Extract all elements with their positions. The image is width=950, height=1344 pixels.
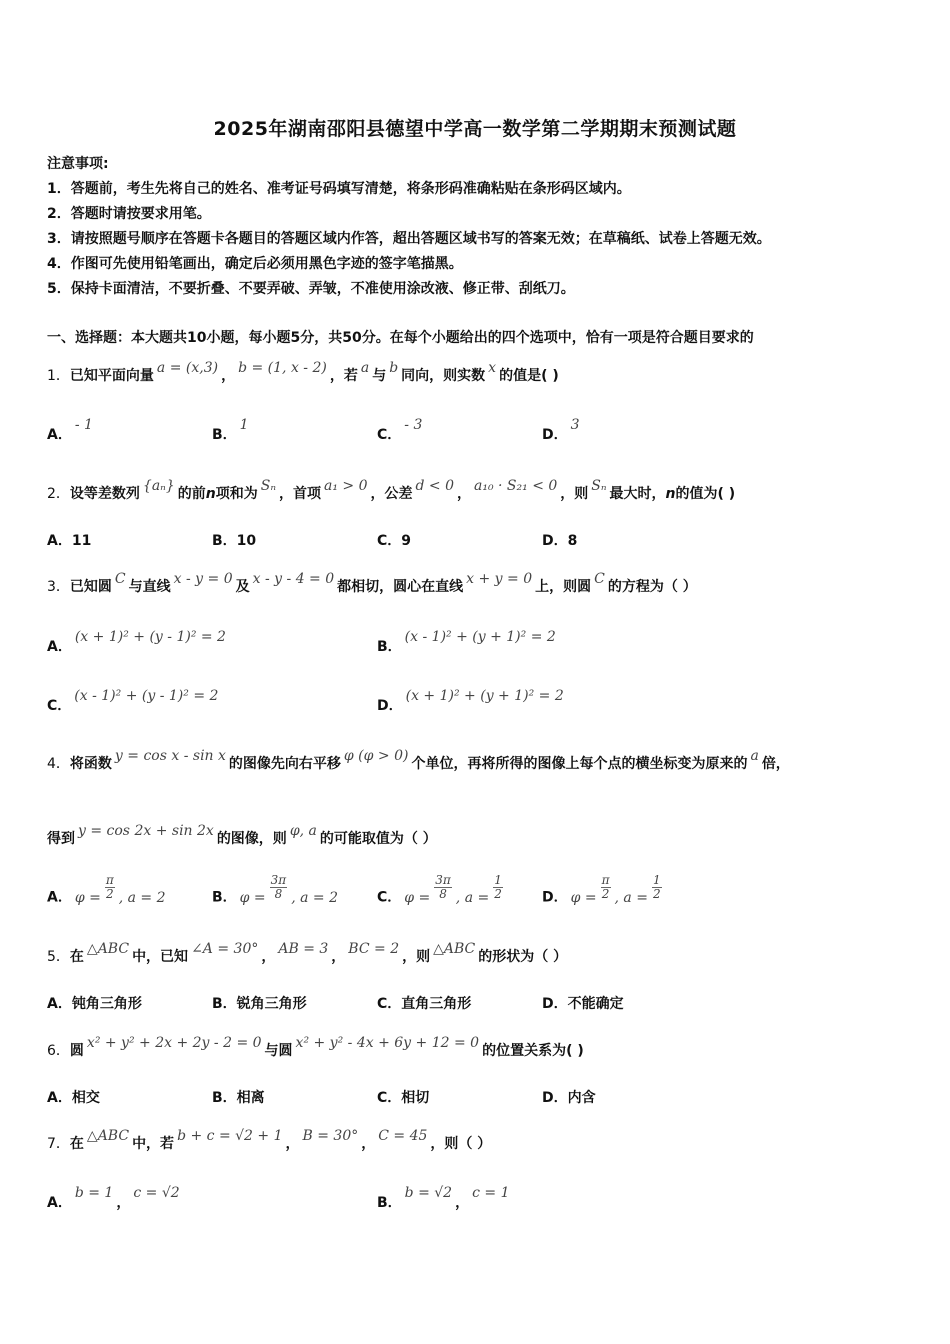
question-number: 1． — [47, 368, 70, 384]
q1-text: 同向，则实数 — [401, 368, 486, 384]
q1-text: ，若 — [329, 368, 358, 384]
q3-math: C — [114, 571, 126, 587]
question-6 — [47, 1035, 584, 1060]
denominator: 2 — [494, 887, 502, 901]
q1-option-b[interactable] — [212, 417, 252, 444]
option-label: B． — [212, 889, 237, 906]
q2-math: {aₙ} — [142, 478, 175, 494]
q3-text: 都相切，圆心在直线 — [337, 579, 464, 595]
option-value: c = 1 — [472, 1185, 510, 1201]
option-value: - 3 — [404, 417, 423, 433]
q3-math: x + y = 0 — [466, 571, 533, 587]
notice-heading: 注意事项: — [47, 156, 109, 172]
option-separator: ， — [116, 1195, 131, 1211]
option-value: φ = — [404, 889, 431, 906]
q2-math: a₁₀ · S₂₁ < 0 — [474, 478, 558, 494]
question-number: 2． — [47, 486, 70, 502]
fraction — [493, 874, 503, 901]
option-label: A． — [47, 889, 72, 906]
question-2 — [47, 478, 736, 503]
q1-option-d[interactable] — [542, 417, 583, 444]
q2-text: 的值为( ) — [675, 486, 736, 502]
q1-math: b = (1, x - 2) — [238, 360, 327, 376]
question-number: 6． — [47, 1043, 70, 1059]
q3-math: x - y - 4 = 0 — [252, 571, 335, 587]
notice-item-4: 4．作图可先使用铅笔画出，确定后必须用黑色字迹的签字笔描黑。 — [47, 256, 463, 272]
q2-text: ，则 — [560, 486, 589, 502]
q2-option-a[interactable]: A．11 — [47, 533, 92, 549]
q7-text: ， — [361, 1136, 376, 1152]
q5-math: AB = 3 — [278, 941, 329, 957]
q7-math: C = 45 — [378, 1128, 428, 1144]
question-number: 4． — [47, 756, 70, 772]
q6-option-c[interactable]: C．相切 — [377, 1090, 430, 1106]
q3-math: C — [594, 571, 605, 587]
question-1 — [47, 360, 559, 385]
q1-text: 已知平面向量 — [69, 368, 154, 384]
option-label: A． — [47, 427, 72, 443]
option-value: φ = — [239, 889, 266, 906]
q5-text: 在 — [69, 949, 84, 965]
q7-text: 中，若 — [132, 1136, 175, 1152]
section-heading: 一、选择题：本大题共10小题，每小题5分，共50分。在每个小题给出的四个选项中，恰有一项是符合题目要求的 — [47, 330, 754, 346]
option-separator: ， — [455, 1195, 470, 1211]
q1-math: x — [488, 360, 497, 376]
option-value: - 1 — [74, 417, 93, 433]
notice-item-2: 2．答题时请按要求用笔。 — [47, 206, 211, 222]
option-value: b = 1 — [74, 1185, 114, 1201]
option-label: C． — [377, 889, 402, 906]
option-label: B． — [377, 1195, 402, 1211]
q3-option-b[interactable] — [377, 629, 559, 656]
q6-text: 与圆 — [264, 1043, 293, 1059]
option-value: φ = — [74, 889, 101, 906]
option-value: (x + 1)² + (y - 1)² = 2 — [74, 629, 226, 645]
page-title: 2025年湖南邵阳县德望中学高一数学第二学期期末预测试题 — [213, 118, 737, 140]
q5-text: ，则 — [402, 949, 431, 965]
option-value: , a = — [614, 889, 648, 906]
q2-option-d[interactable]: D．8 — [542, 533, 578, 549]
question-number: 3． — [47, 579, 70, 595]
q2-text: n — [665, 486, 676, 502]
q3-text: 及 — [235, 579, 250, 595]
q2-text: 最大时， — [609, 486, 666, 502]
q2-text: 设等差数列 — [69, 486, 140, 502]
q1-math: a = (x,3) — [156, 360, 219, 376]
numerator: 3π — [270, 873, 287, 887]
q2-option-b[interactable]: B．10 — [212, 533, 257, 549]
option-value: (x + 1)² + (y + 1)² = 2 — [405, 688, 564, 704]
q6-option-a[interactable]: A．相交 — [47, 1090, 100, 1106]
option-value: 1 — [239, 417, 249, 433]
option-label: C． — [377, 427, 402, 443]
numerator: 1 — [494, 873, 502, 887]
q7-option-b[interactable] — [377, 1185, 512, 1212]
q2-math: a₁ > 0 — [324, 478, 368, 494]
q7-text: 在 — [69, 1136, 84, 1152]
q4-text: 倍， — [761, 756, 790, 772]
option-value: , a = 2 — [118, 889, 166, 906]
q4-text: 的图像，则 — [216, 831, 287, 847]
option-value: , a = — [455, 889, 490, 906]
notice-item-1: 1．答题前，考生先将自己的姓名、准考证号码填写清楚，将条形码准确粘贴在条形码区域内。 — [47, 181, 631, 197]
q2-math: Sₙ — [260, 478, 276, 494]
q2-text: ，公差 — [370, 486, 413, 502]
q5-option-b[interactable]: B．锐角三角形 — [212, 996, 307, 1012]
q4-text: 将函数 — [69, 756, 112, 772]
q1-text: 的值是( ) — [499, 368, 559, 384]
option-value: b = √2 — [404, 1185, 453, 1201]
q4-math: φ (φ > 0) — [343, 748, 409, 764]
question-7 — [47, 1128, 492, 1153]
notice-item-3: 3．请按照题号顺序在答题卡各题目的答题区域内作答，超出答题区域书写的答案无效；在草稿纸、试卷上答题无效。 — [47, 231, 771, 247]
q2-math: d < 0 — [415, 478, 454, 494]
q3-text: 的方程为（ ） — [607, 579, 697, 595]
q1-option-a[interactable] — [47, 417, 96, 444]
question-5 — [47, 941, 568, 966]
fraction — [601, 874, 611, 901]
q2-option-c[interactable]: C．9 — [377, 533, 412, 549]
q7-math: △ABC — [86, 1128, 130, 1144]
q5-option-d[interactable]: D．不能确定 — [542, 996, 624, 1012]
denominator: 2 — [652, 887, 661, 901]
q6-math: x² + y² + 2x + 2y - 2 = 0 — [86, 1035, 262, 1051]
q3-option-c[interactable] — [47, 688, 221, 715]
q6-text: 圆 — [69, 1043, 84, 1059]
fraction — [652, 874, 662, 901]
denominator: 2 — [105, 887, 114, 901]
q5-text: ， — [331, 949, 346, 965]
fraction — [270, 874, 288, 901]
q4-math: φ, a — [289, 823, 317, 839]
option-value: (x - 1)² + (y - 1)² = 2 — [74, 688, 219, 704]
q6-option-d[interactable]: D．内含 — [542, 1090, 596, 1106]
q2-text: 项和为 — [215, 486, 258, 502]
fraction — [434, 874, 452, 901]
q7-math: b + c = √2 + 1 — [177, 1128, 283, 1144]
q3-text: 已知圆 — [69, 579, 112, 595]
question-4-line-2 — [47, 823, 437, 848]
q2-math: Sₙ — [591, 478, 607, 494]
option-value: 3 — [570, 417, 580, 433]
numerator: 3π — [435, 873, 451, 887]
option-label: A． — [47, 1195, 72, 1211]
q4-text: 的可能取值为（ ） — [319, 831, 437, 847]
q1-option-c[interactable] — [377, 417, 425, 444]
q3-text: 上，则圆 — [535, 579, 592, 595]
q4-math: a — [750, 748, 759, 764]
q3-math: x - y = 0 — [173, 571, 233, 587]
option-label: D． — [377, 698, 403, 714]
q1-text: 与 — [372, 368, 387, 384]
q1-math: a — [360, 360, 370, 376]
option-value: , a = 2 — [291, 889, 338, 906]
q7-text: ， — [285, 1136, 300, 1152]
option-value: c = √2 — [133, 1185, 180, 1201]
q3-option-d[interactable] — [377, 688, 567, 715]
option-label: B． — [377, 639, 402, 655]
q5-math: BC = 2 — [348, 941, 400, 957]
option-label: C． — [47, 698, 72, 714]
numerator: π — [601, 873, 610, 887]
q5-option-c[interactable]: C．直角三角形 — [377, 996, 472, 1012]
numerator: 1 — [652, 873, 661, 887]
q2-text: n — [205, 486, 216, 502]
q5-text: 中，已知 — [132, 949, 189, 965]
option-label: D． — [542, 427, 568, 443]
question-number: 7． — [47, 1136, 70, 1152]
q4-text: 的图像先向右平移 — [228, 756, 341, 772]
q4-math: y = cos 2x + sin 2x — [78, 823, 214, 839]
question-4 — [47, 748, 790, 773]
q5-math: ∠A = 30° — [191, 941, 259, 957]
q5-text: 的形状为（ ） — [478, 949, 568, 965]
q4-option-d[interactable] — [542, 873, 663, 911]
q2-text: 的前 — [177, 486, 206, 502]
q5-option-a[interactable]: A．钝角三角形 — [47, 996, 142, 1012]
question-number: 5． — [47, 949, 70, 965]
fraction — [105, 874, 115, 901]
q3-text: 与直线 — [128, 579, 171, 595]
q7-math: B = 30° — [302, 1128, 359, 1144]
notice-item-5: 5．保持卡面清洁，不要折叠、不要弄破、弄皱，不准使用涂改液、修正带、刮纸刀。 — [47, 281, 575, 297]
q7-text: ，则（ ） — [430, 1136, 492, 1152]
question-3 — [47, 571, 697, 596]
q5-math: △ABC — [433, 941, 476, 957]
denominator: 8 — [439, 887, 447, 901]
q4-text: 得到 — [47, 831, 75, 847]
q2-text: ，首项 — [279, 486, 321, 502]
option-value: φ = — [570, 889, 597, 906]
q4-option-a[interactable] — [47, 873, 169, 911]
q5-math: △ABC — [86, 941, 130, 957]
option-label: D． — [542, 889, 568, 906]
option-value: (x - 1)² + (y + 1)² = 2 — [404, 629, 556, 645]
q1-math: b — [389, 360, 399, 376]
option-label: B． — [212, 427, 237, 443]
numerator: π — [105, 873, 114, 887]
q3-option-a[interactable] — [47, 629, 229, 656]
q4-math: y = cos x - sin x — [114, 748, 226, 764]
option-label: A． — [47, 639, 72, 655]
q6-option-b[interactable]: B．相离 — [212, 1090, 265, 1106]
q1-text: ， — [221, 368, 236, 384]
q6-math: x² + y² - 4x + 6y + 12 = 0 — [295, 1035, 480, 1051]
q7-option-a[interactable] — [47, 1185, 183, 1212]
q4-text: 个单位，再将所得的图像上每个点的横坐标变为原来的 — [411, 756, 748, 772]
q5-text: ， — [261, 949, 276, 965]
denominator: 8 — [274, 887, 283, 901]
denominator: 2 — [601, 887, 610, 901]
q2-text: ， — [457, 486, 471, 502]
q6-text: 的位置关系为( ) — [482, 1043, 584, 1059]
